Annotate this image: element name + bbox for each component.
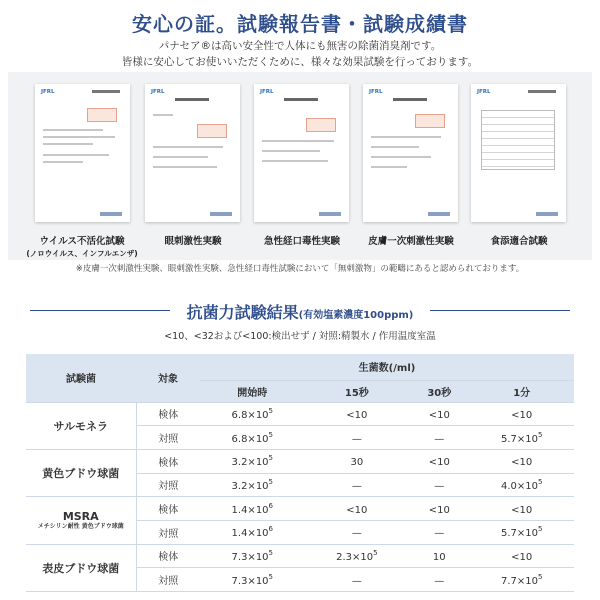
seal-stamp bbox=[415, 114, 445, 128]
header-col-1m: 1分 bbox=[469, 380, 574, 402]
seal-stamp bbox=[87, 108, 117, 122]
value-cell: — bbox=[409, 473, 469, 497]
header-col-15s: 15秒 bbox=[305, 380, 410, 402]
value-cell: $1.4\times 10^6$ bbox=[200, 520, 305, 544]
value-cell: $5.7\times 10^5$ bbox=[469, 426, 574, 450]
document-image-eye bbox=[145, 84, 240, 222]
value-cell: <10 bbox=[469, 544, 574, 568]
value-cell: — bbox=[409, 568, 469, 592]
value-cell: — bbox=[305, 520, 410, 544]
value-cell: $4.0\times 10^5$ bbox=[469, 473, 574, 497]
organism-cell: 黄色ブドウ球菌 bbox=[26, 449, 136, 496]
value-cell: 30 bbox=[305, 449, 410, 473]
table-row bbox=[26, 544, 574, 568]
seal-stamp bbox=[306, 118, 336, 132]
value-cell: 10 bbox=[409, 544, 469, 568]
value-cell: $3.2\times 10^5$ bbox=[200, 449, 305, 473]
documents-band bbox=[8, 72, 592, 260]
section-title-sub: (有効塩素濃度100ppm) bbox=[298, 310, 414, 321]
intro-line-2: 皆様に安心してお使いいただくために、様々な効果試験を行っております。 bbox=[121, 56, 479, 68]
value-cell: $7.3\times 10^5$ bbox=[200, 568, 305, 592]
value-cell: $2.3\times 10^5$ bbox=[305, 544, 410, 568]
target-cell: 対照 bbox=[136, 520, 200, 544]
target-cell: 検体 bbox=[136, 544, 200, 568]
header-col-start: 開始時 bbox=[200, 380, 305, 402]
table-row bbox=[26, 497, 574, 521]
value-cell: <10 bbox=[469, 402, 574, 426]
value-cell: — bbox=[305, 568, 410, 592]
header-target: 対象 bbox=[136, 354, 200, 402]
value-cell: — bbox=[305, 426, 410, 450]
value-cell: <10 bbox=[469, 497, 574, 521]
table-row bbox=[26, 402, 574, 426]
value-cell: <10 bbox=[305, 497, 410, 521]
document-image-oral bbox=[254, 84, 349, 222]
value-cell: $1.4\times 10^6$ bbox=[200, 497, 305, 521]
jfrl-logo: JFRL bbox=[41, 89, 55, 95]
target-cell: 検体 bbox=[136, 449, 200, 473]
value-cell: $5.7\times 10^5$ bbox=[469, 520, 574, 544]
jfrl-logo: JFRL bbox=[151, 89, 165, 95]
document-table bbox=[481, 110, 555, 170]
jfrl-logo: JFRL bbox=[477, 89, 491, 95]
value-cell: — bbox=[409, 520, 469, 544]
document-image-food bbox=[471, 84, 566, 222]
target-cell: 対照 bbox=[136, 568, 200, 592]
value-cell: — bbox=[305, 473, 410, 497]
value-cell: $6.8\times 10^5$ bbox=[200, 426, 305, 450]
results-table bbox=[26, 354, 574, 592]
page-title: 安心の証。試験報告書・試験成績書 bbox=[132, 12, 468, 36]
section-heading bbox=[0, 300, 600, 320]
value-cell: <10 bbox=[469, 449, 574, 473]
header-count-group: 生菌数(/ml) bbox=[200, 354, 574, 380]
intro-line-1: パナセア®は高い安全性で人体にも無害の除菌消臭剤です。 bbox=[158, 40, 442, 52]
document-image-virus bbox=[35, 84, 130, 222]
document-image-skin bbox=[363, 84, 458, 222]
jfrl-logo: JFRL bbox=[260, 89, 274, 95]
target-cell: 対照 bbox=[136, 473, 200, 497]
section-title: 抗菌力試験結果 bbox=[186, 303, 299, 322]
seal-stamp bbox=[197, 124, 227, 138]
document-caption: 皮膚一次刺激性実験 bbox=[368, 236, 454, 247]
jfrl-logo: JFRL bbox=[369, 89, 383, 95]
organism-cell: MSRA メチシリン耐性 黄色ブドウ球菌 bbox=[26, 497, 136, 544]
value-cell: <10 bbox=[305, 402, 410, 426]
target-cell: 検体 bbox=[136, 497, 200, 521]
value-cell: — bbox=[409, 426, 469, 450]
value-cell: $7.7\times 10^5$ bbox=[469, 568, 574, 592]
value-cell: <10 bbox=[409, 449, 469, 473]
document-caption: 食添適合試験 bbox=[490, 236, 548, 247]
table-row bbox=[26, 449, 574, 473]
document-caption: ウイルス不活化試験 (ノロウイルス、インフルエンザ) bbox=[26, 236, 138, 258]
value-cell: <10 bbox=[409, 402, 469, 426]
document-caption: 急性経口毒性実験 bbox=[263, 236, 340, 247]
value-cell: $6.8\times 10^5$ bbox=[200, 402, 305, 426]
header-organism: 試験菌 bbox=[26, 354, 136, 402]
target-cell: 検体 bbox=[136, 402, 200, 426]
test-conditions: <10、<32および<100:検出せず / 対照:精製水 / 作用温度室温 bbox=[164, 331, 436, 342]
target-cell: 対照 bbox=[136, 426, 200, 450]
intro-text bbox=[0, 38, 600, 70]
value-cell: $7.3\times 10^5$ bbox=[200, 544, 305, 568]
organism-cell: 表皮ブドウ球菌 bbox=[26, 544, 136, 591]
safety-note: ※皮膚一次刺激性実験、眼刺激性実験、急性経口毒性試験において「無刺激物」の範疇にあると認められております。 bbox=[75, 264, 525, 274]
header-col-30s: 30秒 bbox=[409, 380, 469, 402]
document-caption: 眼刺激性実験 bbox=[164, 236, 222, 247]
value-cell: $3.2\times 10^5$ bbox=[200, 473, 305, 497]
value-cell: <10 bbox=[409, 497, 469, 521]
organism-cell: サルモネラ bbox=[26, 402, 136, 449]
